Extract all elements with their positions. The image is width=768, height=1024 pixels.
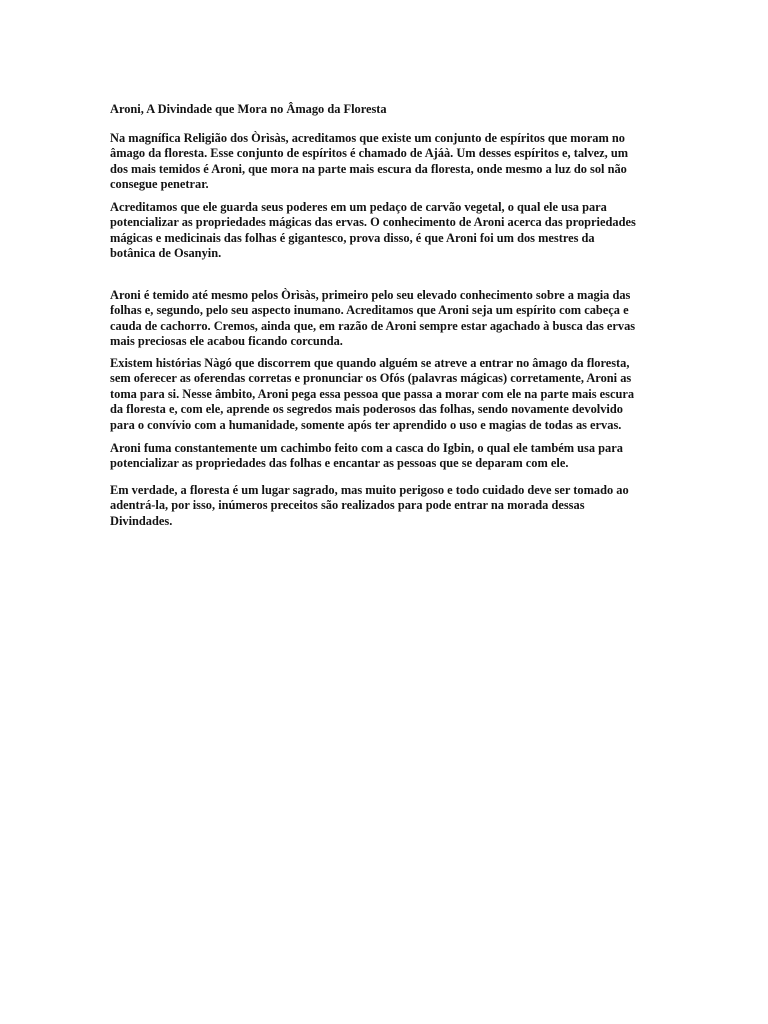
paragraph-line: consegue penetrar.: [110, 177, 209, 192]
paragraph-3: [110, 288, 710, 350]
paragraph-line: adentrá-la, por isso, inúmeros preceitos são realizados para pode entrar na morada dessas: [110, 498, 585, 513]
paragraph-line: potencializar as propriedades das folhas e encantar as pessoas que se deparam com ele.: [110, 456, 569, 471]
paragraph-line: botânica de Osanyin.: [110, 246, 222, 261]
paragraph-line: toma para si. Nesse âmbito, Aroni pega essa pessoa que passa a morar com ele na parte mais escura: [110, 386, 635, 401]
title-text: Aroni, A Divindade que Mora no Âmago da Floresta: [110, 102, 387, 116]
paragraph-line: Aroni é temido até mesmo pelos Òrìsàs, primeiro pelo seu elevado conhecimento sobre a magia das: [110, 288, 631, 302]
paragraph-4: [110, 356, 710, 433]
paragraph-line: Na magnífica Religião dos Òrìsàs, acreditamos que existe um conjunto de espíritos que moram no: [110, 131, 625, 145]
paragraph-line: mais preciosas ele acabou ficando corcunda.: [110, 334, 343, 349]
paragraph-line: Aroni fuma constantemente um cachimbo feito com a casca do Igbin, o qual ele também usa para: [110, 441, 623, 455]
paragraph-line: Existem histórias Nàgó que discorrem que quando alguém se atreve a entrar no âmago da floresta,: [110, 356, 630, 370]
paragraph-line: folhas e, segundo, pelo seu aspecto inumano. Acreditamos que Aroni seja um espírito com cabeça e: [110, 303, 629, 318]
paragraph-line: âmago da floresta. Esse conjunto de espíritos é chamado de Ajáà. Um desses espíritos e, talvez, um: [110, 146, 629, 161]
paragraph-line: da floresta e, com ele, aprende os segredos mais poderosos das folhas, sendo novamente devolvido: [110, 402, 623, 417]
paragraph-1: [110, 131, 710, 193]
paragraph-line: mágicas e medicinais das folhas é gigantesco, prova disso, é que Aroni foi um dos mestres da: [110, 230, 595, 245]
paragraph-line: Acreditamos que ele guarda seus poderes em um pedaço de carvão vegetal, o qual ele usa para: [110, 200, 607, 214]
paragraph-5: [110, 441, 710, 472]
document-title: [110, 102, 710, 117]
paragraph-2: [110, 200, 710, 262]
paragraph-line: dos mais temidos é Aroni, que mora na parte mais escura da floresta, onde mesmo a luz do sol não: [110, 161, 627, 176]
paragraph-line: para o convívio com a humanidade, somente após ter aprendido o uso e magias de todas as ervas.: [110, 417, 622, 432]
paragraph-line: Em verdade, a floresta é um lugar sagrado, mas muito perigoso e todo cuidado deve ser tomado ao: [110, 483, 629, 497]
paragraph-6: [110, 483, 710, 529]
paragraph-line: potencializar as propriedades mágicas das ervas. O conhecimento de Aroni acerca das propriedades: [110, 215, 636, 230]
paragraph-line: cauda de cachorro. Cremos, ainda que, em razão de Aroni sempre estar agachado à busca das ervas: [110, 318, 636, 333]
paragraph-line: sem oferecer as oferendas corretas e pronunciar os Ofós (palavras mágicas) corretamente, Aroni as: [110, 371, 632, 386]
paragraph-line: Divindades.: [110, 513, 173, 528]
